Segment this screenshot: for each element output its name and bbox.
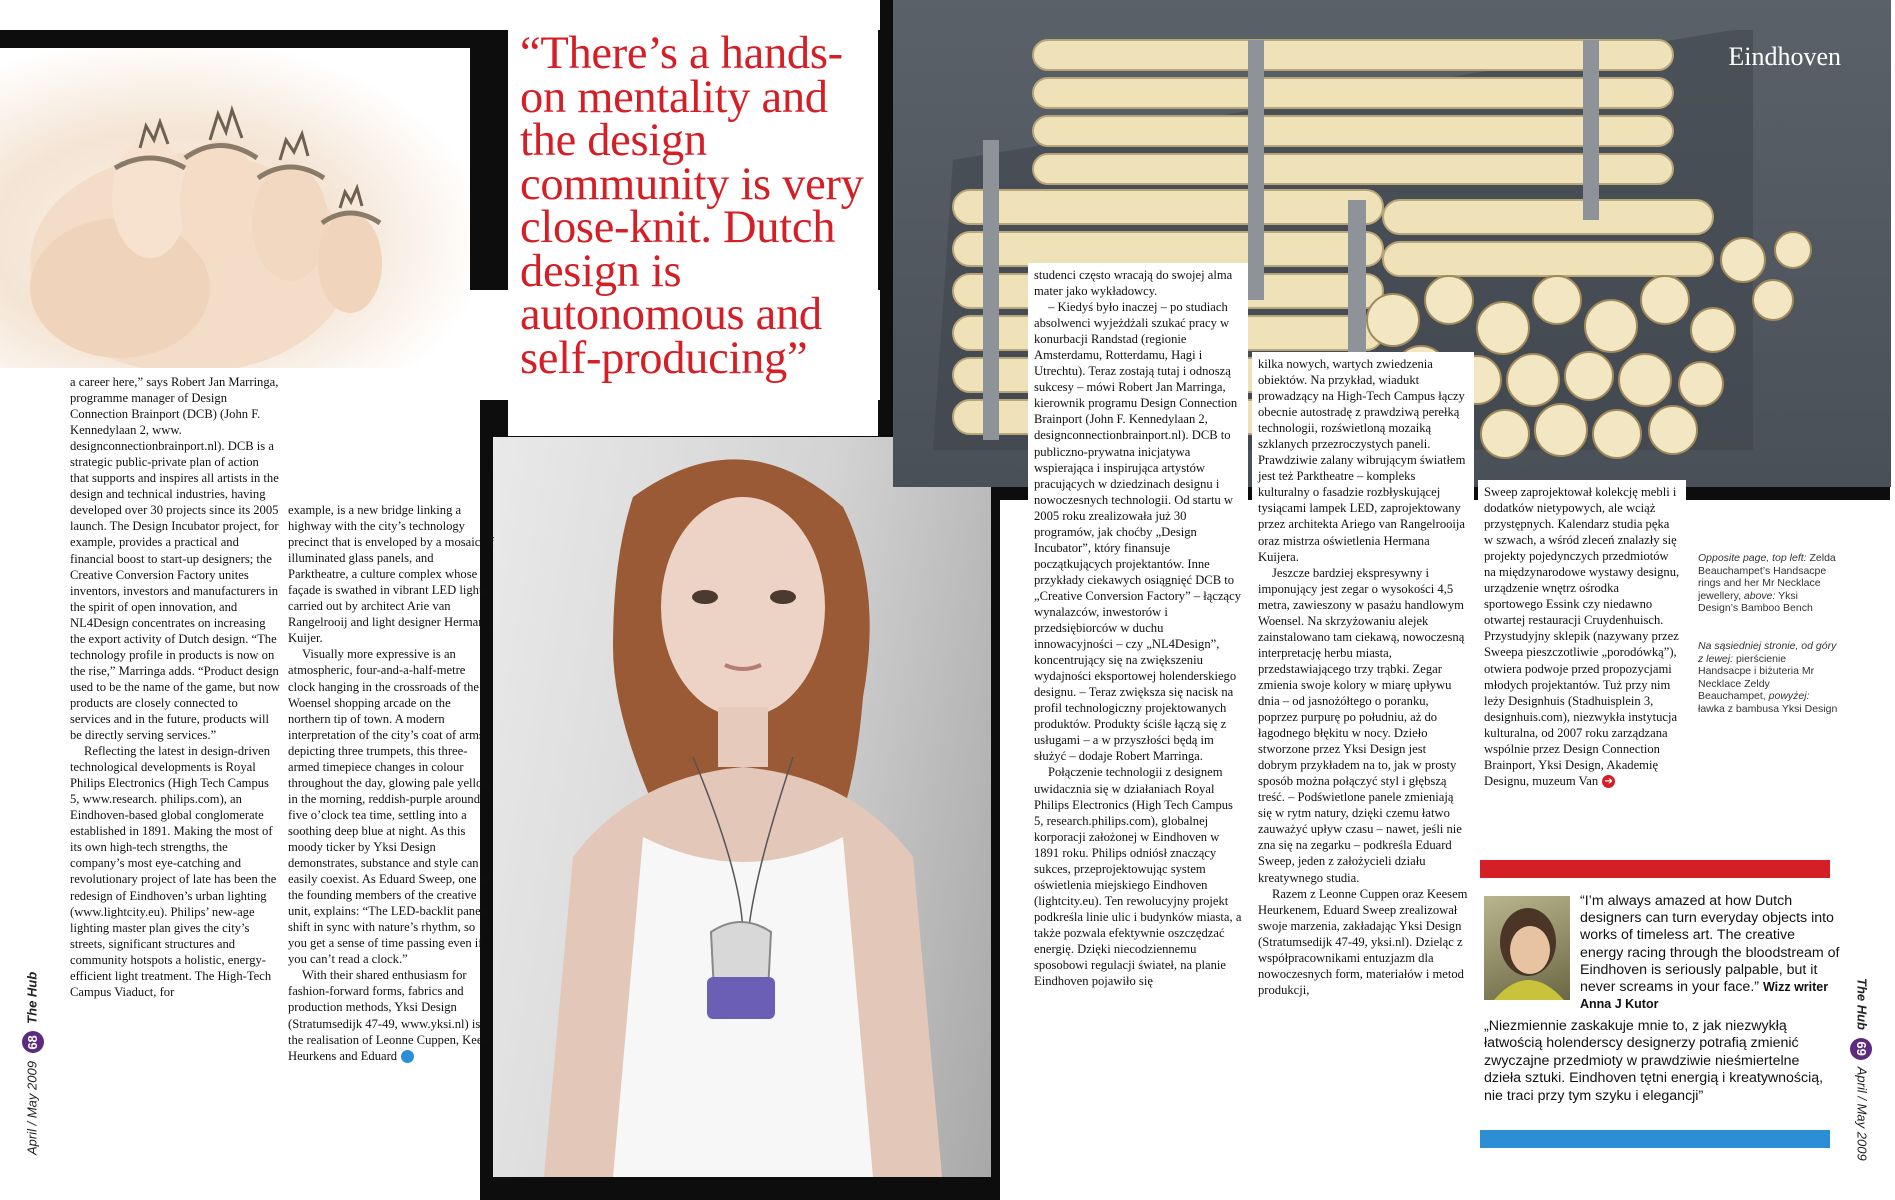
caption-en-above: above:: [1743, 589, 1776, 602]
wizz-red-bar: [1480, 860, 1830, 878]
wizz-quote-pl-text: „Niezmiennie zaskakuje mnie to, z jak niezwykłą łatwością holenderscy designerzy potrafią zmienić zwyczajne przedmioty w prawdziwie nieśmiertelne dzieła sztuki. Eindhoven tętni energią i kreatywnością, nie traci przy tym szyku i elegancji”: [1484, 1018, 1824, 1104]
pull-quote-box: [508, 28, 878, 436]
author-portrait-illustration: [1484, 896, 1570, 1000]
right-page-number: 69: [1850, 1038, 1872, 1060]
left-date: April / May 2009: [24, 1061, 40, 1155]
hand-rings-photo: [0, 48, 470, 368]
right-section: The Hub: [1854, 978, 1870, 1030]
caption-en-text: Zelda Beauchampet’s Handsacpe rings and her Mr Necklace jewellery,: [1698, 552, 1836, 602]
pl-col1-p3: Połączenie technologii z designem uwidacznia się w działaniach Royal Philips Electronics (High Tech Campus 5, research.philips.com), globalnej korporacji założonej w Eindhoven w 1891 roku. Philips odniósł znaczący sukces, przeprojektowując system oświetlenia miejskiego Eindhoven (lightcity.eu). Ten rewolucyjny projekt podkreśla linie ulic i budynków miasta, a także pozwala efektywnie oszczędzać energię. Dzięki niecodziennemu sposobowi regulacji świateł, na planie Eindhoven pojawiło się: [1034, 765, 1242, 989]
wizz-author: Wizz writer Anna J Kutor: [1580, 980, 1829, 1012]
wizz-blue-bar: [1480, 1130, 1830, 1148]
city-heading: Eindhoven: [1728, 42, 1841, 71]
left-column-1: [70, 374, 280, 1000]
left-side-label: [22, 972, 44, 1155]
right-date: April / May 2009: [1854, 1066, 1870, 1161]
continue-arrow-icon: ➔: [1602, 775, 1615, 788]
caption-pl-end: ławka z bambusa Yksi Design: [1698, 702, 1838, 715]
wizz-quote-english: [1580, 893, 1840, 1013]
caption-english: [1698, 552, 1838, 615]
left-col2-p3: With their shared enthusiasm for fashion-forward forms, fabrics and production methods, Yksi Design (Stratumsedijk 47-49, www.yksi.nl) is the realisation of Leonne Cuppen, Kees Heurkens and Eduard ➔: [288, 968, 488, 1063]
woman-portrait-photo: [493, 437, 991, 1177]
pl-column-1: [1028, 263, 1248, 993]
pl-col2-p3: Razem z Leonne Cuppen oraz Keesem Heurkenem, Eduard Sweep zrealizował swoje marzenia, zakładając Yksi Design (Stratumsedijk 47-49, yksi.nl). Dzieląc z współpracownikami entuzjazm dla nowoczesnych form, materiałów i metod produkcji,: [1258, 886, 1468, 997]
hand-illustration: [0, 48, 470, 368]
wizz-quote-polish: [1484, 1018, 1838, 1105]
pl-column-3: [1478, 480, 1686, 793]
left-col2-p2: Visually more expressive is an atmospheric, four-and-a-half-metre clock hanging in the crossroads of the Woensel shopping arcade on the northern tip of town. A modern interpretation of the city’s coat of arms depicting three trumpets, this three-armed timepiece changes in colour throughout the day, glowing pale yellow in the morning, reddish-purple around five o’clock tea time, settling into a soothing deep blue at night. As this moody ticker by Yksi Design demonstrates, substance and style can easily coexist. As Eduard Sweep, one of the founding members of the creative unit, explains: “The LED-backlit panels shift in sync with nature’s rhythm, so you get a sense of time passing even if you can’t read a clock.”: [288, 647, 492, 967]
left-page-number: 68: [22, 1031, 44, 1053]
woman-illustration: [493, 437, 991, 1177]
continue-arrow-icon: ➔: [401, 1050, 414, 1063]
wizz-author-photo: [1484, 896, 1570, 1000]
pl-col2-p2: Jeszcze bardziej ekspresywny i imponujący jest zegar o wysokości 4,5 metra, zawieszony w pasażu handlowym Woensel. Na skrzyżowaniu alejek zainstalowano tam ciekawą, nowoczesną interpretację herbu miasta, przedstawiającego trzy trąbki. Zegar zmienia swoje kolory w miarę upływu dnia – od jasnożółtego o poranku, poprzez purpurę po południu, aż do łagodnego błękitu w nocy. Dzieło stworzone przez Yksi Design jest dobrym przykładem na to, jak w prosty sposób można połączyć styl i głębszą treść. – Podświetlone panele zmieniają się w rytm natury, dzięki czemu łatwo zauważyć upływ czasu – nawet, jeśli nie zna się na zegarku – podkreśla Eduard Sweep, jeden z założycieli działu kreatywnego studia.: [1258, 565, 1465, 885]
pl-column-2: [1252, 352, 1474, 1002]
pl-col3-p1: Sweep zaprojektował kolekcję mebli i dodatków nietypowych, ale wciąż przystępnych. Kalendarz studia pęka w szwach, a wśród zleceń znalazły się projekty pojedynczych przedmiotów na międzynarodowe wystawy designu, urządzenie wnętrz ośrodka sportowego Essink czy niedawno otwartej restauracji Cruydenhuisch. Przystudyjny sklepik (nazywany przez Sweepa pieszczotliwie „porodówką”), otwiera podwoje przed propozycjami młodych projektantów. Tuż przy nim leży Designhuis (Stadhuisplein 3, designhuis.com), niezwykła instytucja kulturalna, od 2007 roku zarządzana wspólnie przez Design Connection Brainport, Yksi Design, Akademię Designu, muzeum Van ➔: [1484, 485, 1680, 788]
left-section: The Hub: [24, 971, 40, 1024]
left-column-2: [288, 502, 494, 1064]
wizz-quote-en-text: “I’m always amazed at how Dutch designers can turn everyday objects into works of timeless art. The creative energy racing through the bloodstream of Eindhoven is seriously palpable, but it never screams in your face.”: [1580, 893, 1840, 996]
left-col1-lead: a career here,” says Robert Jan Marringa, programme manager of Design Connection Brainport (DCB) (John F. Kennedylaan 2, www. designconnectionbrainport.nl). DCB is a strategic public-private plan of action that supports and inspires all artists in the design and technical industries, having developed over 30 projects since its 2005 launch. The Design Incubator project, for example, provides a practical and financial boost to start-up designers; the Creative Conversion Factory unites inventors, investors and manufacturers in the spirit of open innovation, and NL4Design concentrates on increasing the export activity of Dutch design. “The technology profile in products is now on the rise,” Marringa adds. “Product design used to be the name of the game, but now products are closely connected to services and in the future, products will be directly serving services.”: [70, 375, 280, 743]
right-side-label: [1850, 978, 1872, 1161]
pl-col1-p2: – Kiedyś było inaczej – po studiach absolwenci wyjeżdżali szukać pracy w konurbacji Randstad (regionie Amsterdamu, Rotterdamu, Hagi i Utrechtu). Teraz zostają tutaj i odnoszą sukcesy – mówi Robert Jan Marringa, kierownik programu Design Connection Brainport (John F. Kennedylaan 2, designconnectionbrainport.nl). DCB to publiczno-prywatna inicjatywa wspierająca i inspirująca artystów pracujących w dziedzinach designu i nowoczesnych technologii. Od startu w 2005 roku zrealizowała już 30 programów, jak choćby „Design Incubator”, który finansuje początkujących projektantów. Inne przykłady ciekawych osiągnięć DCB to „Creative Conversion Factory” – łączący wynalazców, inwestorów i przedsiębiorców w duchu innowacyjności – czy „NL4Design”, koncentrujący się na zwiększeniu wydajności eksportowej holenderskiego designu. – Teraz zwiększa się nacisk na profil technologiczny projektowanych produktów. Produkty ściśle łączą się z usługami – a w przyszłości będą im służyć – dodaje Robert Marringa.: [1034, 300, 1242, 764]
caption-pl-above: powyżej:: [1768, 690, 1810, 703]
pl-col1-p1: studenci często wracają do swojej alma mater jako wykładowcy.: [1034, 268, 1233, 299]
pl-col2-p1: kilka nowych, wartych zwiedzenia obiektów. Na przykład, wiadukt prowadzący na High-Tech Campus łączy obecnie autostradę z prawdziwą perełką technologii, rozświetloną mozaiką szklanych przezroczystych paneli. Prawdziwie zalany wibrującym światłem jest też Parktheatre – kompleks kulturalny o fasadzie rozbłyskującej tysiącami lampek LED, zaprojektowany przez architekta Ariego van Rangelrooija oraz mistrza oświetlenia Hermana Kuijera.: [1258, 357, 1466, 564]
caption-pl-lead: Na sąsiedniej stronie, od góry z lewej:: [1698, 640, 1837, 665]
caption-polish: [1698, 640, 1838, 716]
caption-pl-text: pierścienie Handsacpe i biżuteria Mr Necklace Zeldy Beauchampet,: [1698, 652, 1815, 703]
left-col2-p1: example, is a new bridge linking a highway with the city’s technology precinct that is enveloped by a mosaic of illuminated glass panels, and Parktheatre, a culture complex whose façade is swathed in vibrant LED lights carried out by architect Arie van Rangelrooij and light designer Herman Kuijer.: [288, 503, 494, 646]
caption-en-lead: Opposite page, top left:: [1698, 552, 1807, 564]
left-col1-p2: Reflecting the latest in design-driven technological developments is Royal Philips Electronics (High Tech Campus 5, www.research. philips.com), an Eindhoven-based global conglomerate established in 1891. Making the most of its own high-tech strengths, the company’s most eye-catching and revolutionary project of late has been the redesign of Eindhoven’s urban lighting (www.lightcity.eu). Philips’ new-age lighting master plan gives the city’s streets, significant structures and community hotspots a holistic, energy-efficient light treatment. The High-Tech Campus Viaduct, for: [70, 744, 277, 999]
pull-quote-text: “There’s a hands-on mentality and the design community is very close-knit. Dutch design is autonomous and self-producing”: [520, 28, 864, 384]
caption-en-end: Yksi Design’s Bamboo Bench: [1698, 589, 1813, 615]
